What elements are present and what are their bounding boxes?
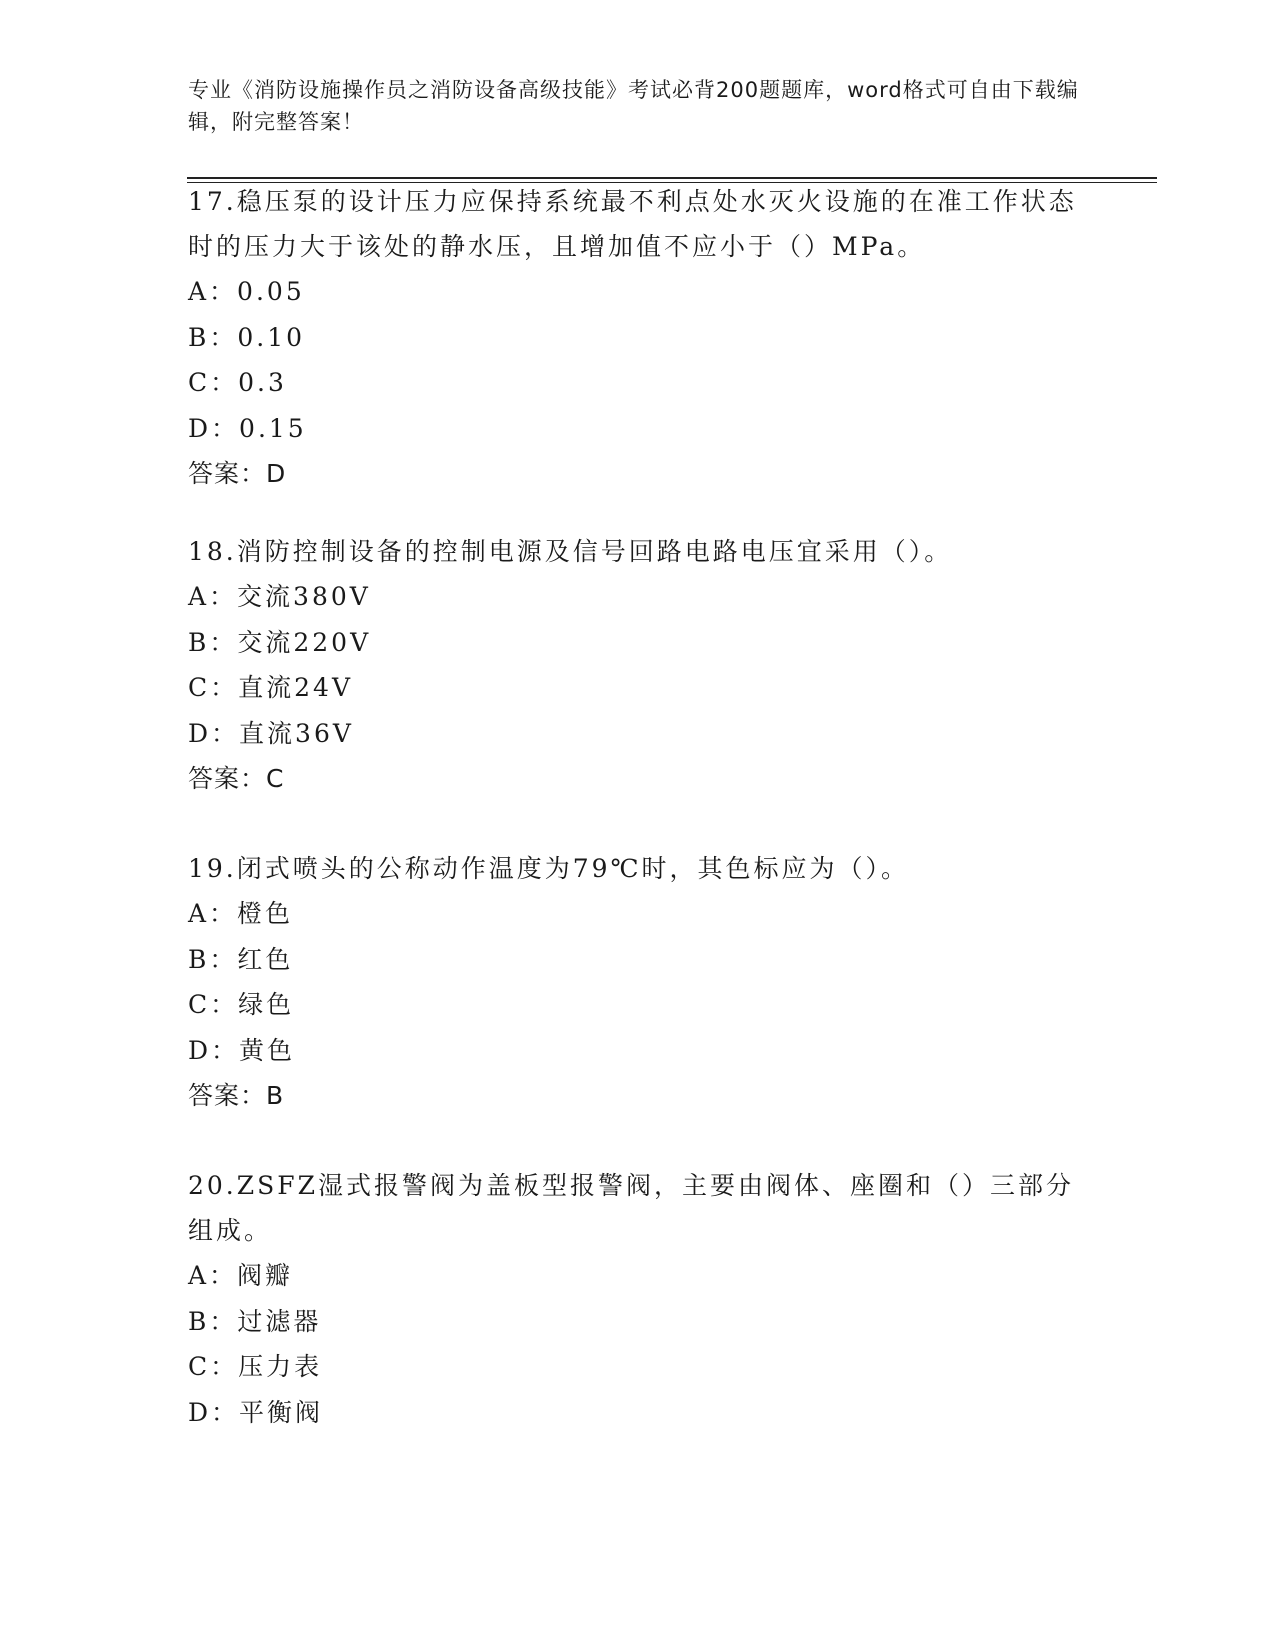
option-d: D：黄色 — [188, 1035, 296, 1065]
option-c: C：压力表 — [188, 1352, 323, 1381]
option-b: B：红色 — [188, 944, 294, 974]
option-b: B：0.10 — [188, 322, 306, 352]
option-b: B：过滤器 — [188, 1306, 322, 1336]
question-stem: 18.消防控制设备的控制电源及信号回路电路电压宜采用（）。 — [188, 537, 953, 566]
option-d: D：0.15 — [188, 413, 307, 443]
option-a: A：阀瓣 — [188, 1261, 294, 1290]
option-a: A：0.05 — [188, 277, 305, 306]
question-18 — [188, 529, 1088, 801]
question-20 — [188, 1163, 1088, 1435]
question-19 — [188, 846, 1088, 1118]
option-c: C：绿色 — [188, 990, 295, 1019]
option-a: A：橙色 — [188, 899, 294, 928]
option-b: B：交流220V — [188, 627, 372, 657]
answer: 答案：C — [188, 764, 285, 793]
question-17 — [188, 179, 1088, 496]
option-d: D：平衡阀 — [188, 1397, 324, 1427]
option-a: A：交流380V — [188, 582, 371, 611]
question-stem: 19.闭式喷头的公称动作温度为79℃时，其色标应为（）。 — [188, 854, 910, 883]
answer: 答案：D — [188, 459, 287, 488]
document-header-title: 专业《消防设施操作员之消防设备高级技能》考试必背200题题库，word格式可自由下载编辑，附完整答案！ — [188, 78, 1079, 134]
question-stem: 20.ZSFZ湿式报警阀为盖板型报警阀，主要由阀体、座圈和（）三部分组成。 — [188, 1171, 1074, 1245]
option-d: D：直流36V — [188, 718, 354, 748]
option-c: C：0.3 — [188, 368, 287, 397]
question-stem: 17.稳压泵的设计压力应保持系统最不利点处水灭火设施的在准工作状态时的压力大于该处的静水压，且增加值不应小于（）MPa。 — [188, 187, 1077, 261]
answer: 答案：B — [188, 1081, 285, 1110]
option-c: C：直流24V — [188, 673, 353, 702]
